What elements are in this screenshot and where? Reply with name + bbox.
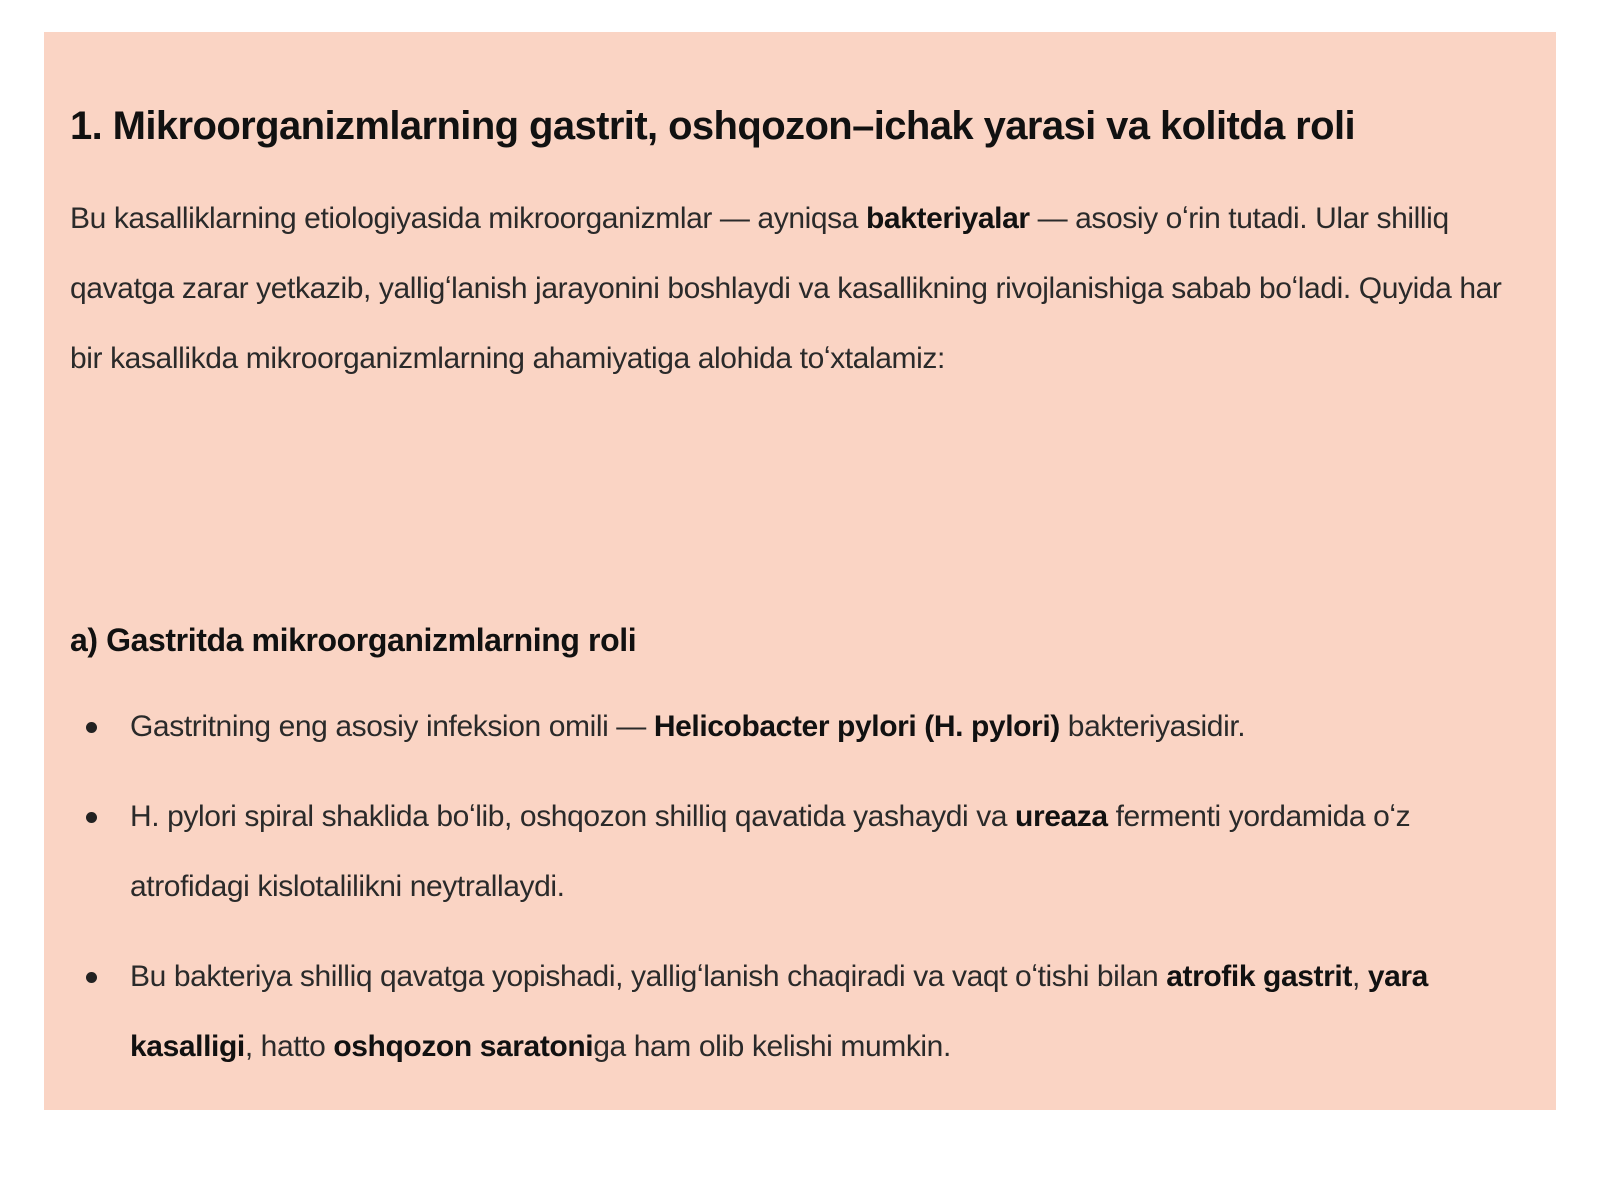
section-heading: 1. Mikroorganizmlarning gastrit, oshqozon–ichak yarasi va kolitda roli [70, 104, 1355, 148]
bullet-icon [86, 812, 97, 823]
intro-bold-1: bakteriyalar [865, 202, 1030, 235]
subsection-heading: a) Gastritda mikroorganizmlarning roli [70, 622, 637, 658]
bullet-text: ga ham olib kelishi mumkin. [593, 1030, 951, 1063]
content-card [44, 32, 1556, 1110]
bullet-icon [86, 972, 97, 983]
intro-text-1: Bu kasalliklarning etiologiyasida mikroorganizmlar — ayniqsa [70, 202, 866, 235]
bullet-text: , [1351, 960, 1368, 993]
bullet-icon [86, 722, 97, 733]
list-item [70, 942, 1510, 1082]
bullet-bold: atrofik gastrit [1166, 960, 1352, 993]
bullet-text: Gastritning eng asosiy infeksion omili — [130, 710, 654, 743]
intro-paragraph [70, 184, 1510, 394]
list-item [70, 782, 1510, 922]
bullet-text: Bu bakteriya shilliq qavatga yopishadi, yalligʻlanish chaqiradi va vaqt oʻtishi bilan [130, 960, 1167, 993]
bullet-text: , hatto [244, 1030, 334, 1063]
intro-text-2: — asosiy oʻrin tutadi. Ular shilliq qavatga zarar yetkazib, yalligʻlanish jarayonini boshlaydi va kasallikning rivojlanishiga sabab boʻladi. Quyida har bir kasallikda mikroorganizmlarning ahamiyatiga alohida toʻxtalamiz: [70, 202, 1502, 375]
bullet-text: bakteriyasidir. [1059, 710, 1246, 743]
bullet-text: fermenti yordamida oʻz atrofidagi kislotalilikni neytrallaydi. [130, 800, 1411, 903]
list-item [70, 692, 1510, 762]
bullet-bold: Helicobacter pylori (H. pylori) [653, 710, 1060, 743]
bullet-list [70, 692, 1510, 1102]
bullet-text: H. pylori spiral shaklida boʻlib, oshqozon shilliq qavatida yashaydi va [130, 800, 1016, 833]
bullet-bold: ureaza [1015, 800, 1108, 833]
bullet-bold: yara kasalligi [130, 960, 1428, 1063]
bullet-bold: oshqozon saratoni [333, 1030, 594, 1063]
